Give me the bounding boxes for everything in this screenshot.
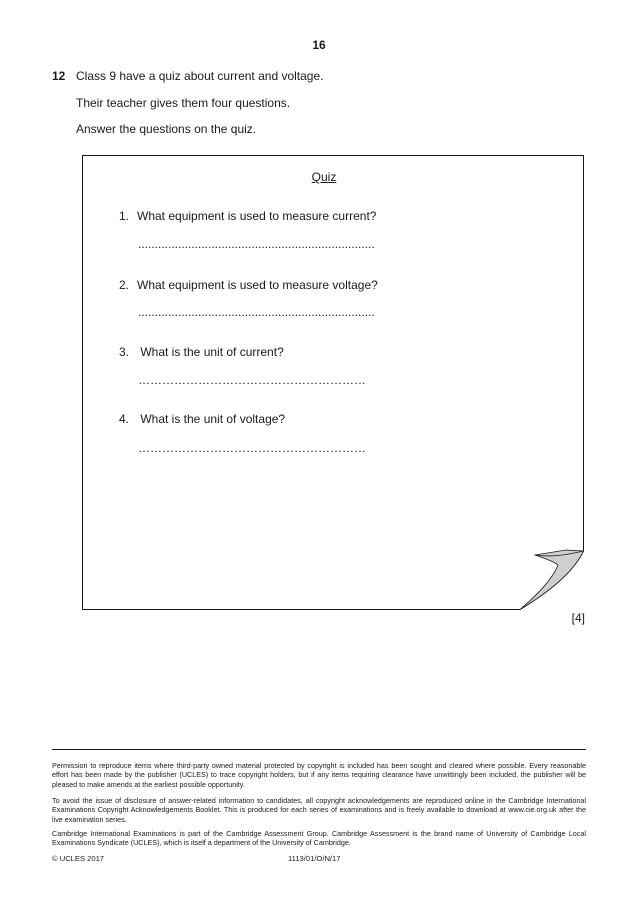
- quiz-question-2: [119, 278, 378, 292]
- quiz-question-3: [119, 345, 284, 359]
- quiz-question-text: What equipment is used to measure current?: [137, 209, 377, 223]
- question-number: 12: [52, 69, 66, 83]
- footer-paper-code: 1113/01/O/N/17: [288, 854, 341, 863]
- quiz-question-4: [119, 412, 285, 426]
- footer-permission-text: Permission to reproduce items where third-party owned material protected by copyright is included has been sought and cleared where possible. Every reasonable effort has been made by the publisher (UCLES) to trace copyright holders, but if any items requiring clearance have unwittingly been included, the publisher will be pleased to make amends at the earliest possible opportunity.: [52, 761, 586, 789]
- quiz-question-number: 1.: [119, 209, 130, 223]
- quiz-question-text: What equipment is used to measure voltage?: [137, 278, 378, 292]
- footer-copyright: © UCLES 2017: [52, 854, 105, 863]
- quiz-question-text: What is the unit of current?: [137, 345, 284, 359]
- marks-total: [4]: [571, 611, 585, 625]
- quiz-question-1: [119, 209, 376, 223]
- footer-group-text: Cambridge International Examinations is part of the Cambridge Assessment Group. Cambridge Assessment is the brand name of University of Cambridge Local Examinations Syndicate (UCLES), which is itself a department of the University of Cambridge.: [52, 829, 586, 848]
- quiz-question-number: 2.: [119, 278, 130, 292]
- quiz-question-number: 3.: [119, 345, 130, 359]
- answer-line-4[interactable]: …………………………………………………: [138, 441, 366, 455]
- question-intro-line-1: Class 9 have a quiz about current and voltage.: [76, 69, 324, 83]
- quiz-question-text: What is the unit of voltage?: [137, 412, 286, 426]
- footer-disclosure-text: To avoid the issue of disclosure of answer-related information to candidates, all copyright acknowledgements are reproduced online in the Cambridge International Examinations Copyright Acknowledgements Booklet. This is produced for each series of examinations and is freely available to download at www.cie.org.uk after the live examination series.: [52, 796, 586, 824]
- quiz-question-number: 4.: [119, 412, 130, 426]
- answer-line-3[interactable]: …………………………………………………: [138, 373, 366, 387]
- answer-line-2[interactable]: .......................................................................: [138, 305, 375, 319]
- question-intro-line-2: Their teacher gives them four questions.: [76, 96, 291, 110]
- answer-line-1[interactable]: .......................................................................: [138, 237, 375, 251]
- quiz-title: Quiz: [311, 170, 337, 184]
- footer-divider: [52, 749, 586, 750]
- page-number: 16: [312, 38, 326, 52]
- question-instruction: Answer the questions on the quiz.: [76, 122, 257, 136]
